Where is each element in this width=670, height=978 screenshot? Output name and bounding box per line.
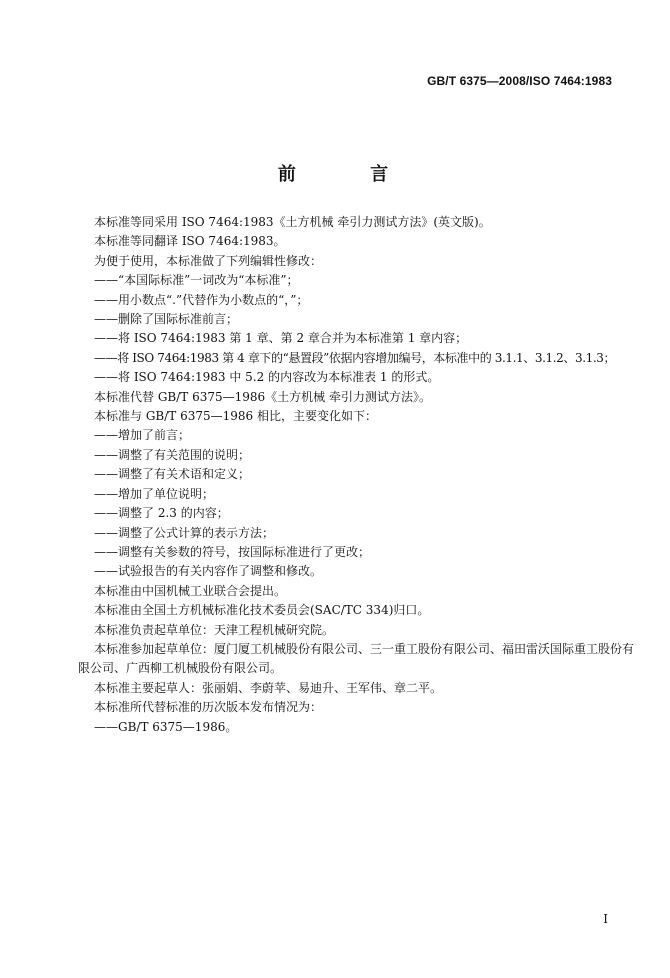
list-item: ——“本国际标准”一词改为“本标准”； (94, 273, 299, 288)
list-item: ——用小数点“.”代替作为小数点的“，”； (94, 292, 309, 307)
foreword-body (78, 213, 635, 737)
list-item: ——调整了有关范围的说明； (94, 447, 251, 462)
list-item: ——调整了 2.3 的内容； (94, 506, 229, 521)
paragraph: 本标准代替 GB/T 6375—1986《土方机械 牵引力测试方法》。 (94, 389, 431, 404)
list-item: ——将 ISO 7464:1983 第 4 章下的“悬置段”依据内容增加编号，本标准中的 3.1.1、3.1.2、3.1.3； (94, 350, 616, 365)
list-item: ——GB/T 6375—1986。 (94, 719, 238, 734)
paragraph: 本标准由中国机械工业联合会提出。 (94, 583, 287, 598)
list-item: ——增加了前言； (94, 428, 191, 443)
standard-code: GB/T 6375—2008/ISO 7464:1983 (427, 74, 612, 88)
paragraph: 本标准等同采用 ISO 7464:1983《土方机械 牵引力测试方法》(英文版)。 (94, 215, 491, 229)
list-item: ——增加了单位说明； (94, 486, 215, 501)
page-title: 前 言 (277, 164, 423, 185)
paragraph: 本标准由全国土方机械标准化技术委员会(SAC/TC 334)归口。 (94, 603, 430, 618)
list-item: ——将 ISO 7464:1983 第 1 章、第 2 章合并为本标准第 1 章内容； (94, 331, 468, 346)
page-number: I (603, 912, 608, 926)
paragraph: 本标准参加起草单位：厦门厦工机械股份有限公司、三一重工股份有限公司、福田雷沃国际重工股份有限公司、广西柳工机械股份有限公司。 (78, 641, 635, 676)
list-item: ——将 ISO 7464:1983 中 5.2 的内容改为本标准表 1 的形式。 (94, 370, 440, 385)
paragraph: 本标准负责起草单位：天津工程机械研究院。 (94, 622, 335, 637)
paragraph: 本标准主要起草人：张丽娟、李蔚苹、易迪升、王军伟、章二平。 (94, 680, 443, 695)
list-item: ——试验报告的有关内容作了调整和修改。 (94, 564, 323, 579)
list-item: ——调整了有关术语和定义； (94, 467, 251, 482)
list-item: ——调整了公式计算的表示方法； (94, 525, 275, 540)
paragraph: 为便于使用，本标准做了下列编辑性修改： (94, 253, 323, 268)
paragraph: 本标准所代替标准的历次版本发布情况为： (94, 700, 323, 715)
list-item: ——调整有关参数的符号，按国际标准进行了更改； (94, 544, 371, 559)
paragraph: 本标准与 GB/T 6375—1986 相比，主要变化如下： (94, 409, 377, 424)
paragraph: 本标准等同翻译 ISO 7464:1983。 (94, 234, 286, 249)
list-item: ——删除了国际标准前言； (94, 312, 239, 327)
